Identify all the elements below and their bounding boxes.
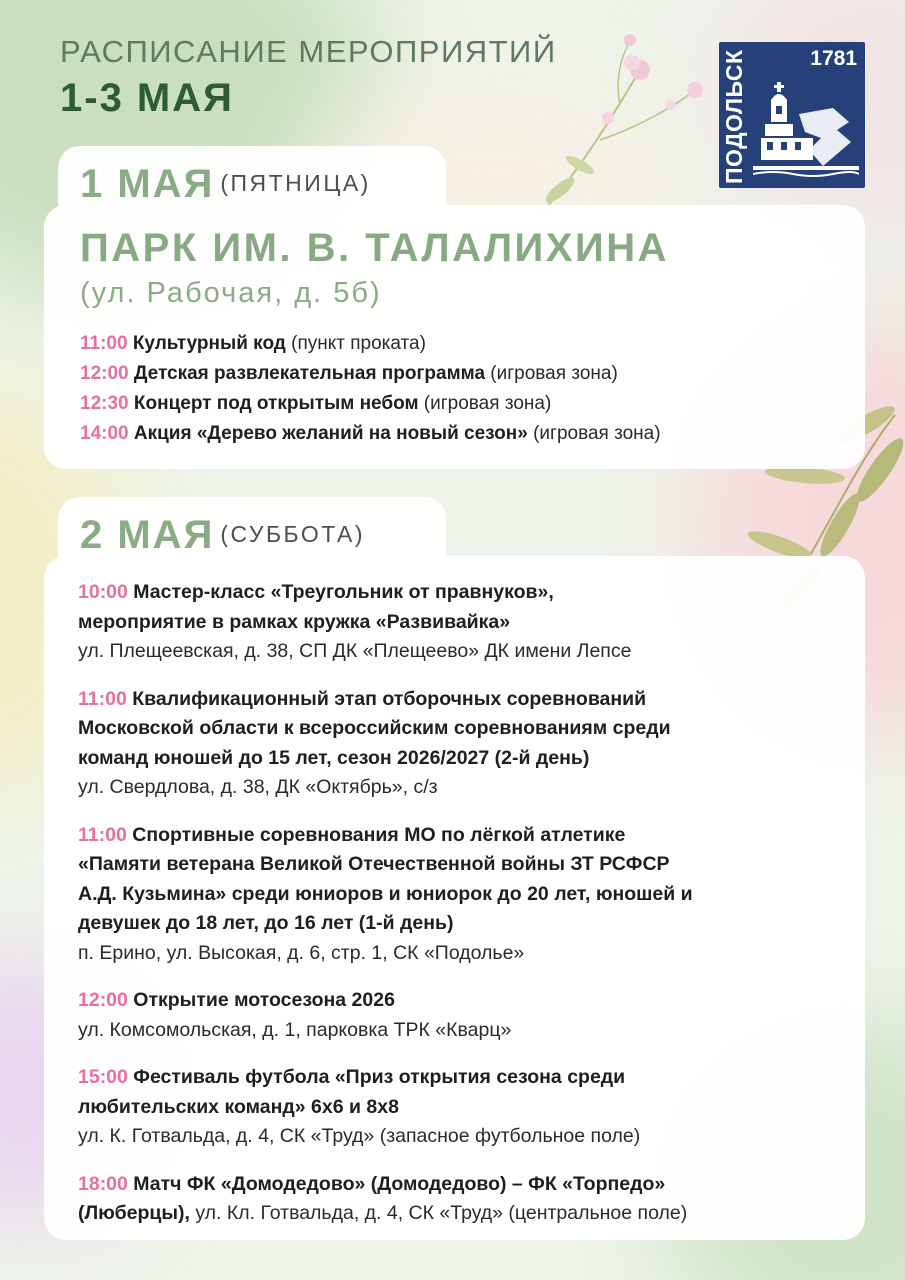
event-address: п. Ерино, ул. Высокая, д. 6, стр. 1, СК «Подолье» <box>78 941 525 964</box>
day2-heading <box>80 513 365 558</box>
event-place: (пункт проката) <box>291 333 426 354</box>
event-time: 11:00 <box>80 333 128 354</box>
event-title: мероприятие в рамках кружка «Развивайка» <box>78 610 511 633</box>
day1-event-list <box>80 329 661 449</box>
event-time: 14:00 <box>80 423 129 444</box>
event-title: (Люберцы), <box>78 1202 190 1224</box>
event-address: ул. Комсомольская, д. 1, парковка ТРК «Кварц» <box>78 1018 512 1041</box>
day2-weekday: (СУББОТА) <box>220 521 366 547</box>
event-title: девушек до 18 лет, до 16 лет (1-й день) <box>78 912 454 934</box>
event-title: «Памяти ветерана Великой Отечественной войны ЗТ РСФСР <box>78 853 670 875</box>
list-item <box>80 359 661 389</box>
event-title: Концерт под открытым небом <box>133 393 419 414</box>
event-time: 11:00 <box>78 687 127 710</box>
event-place: (игровая зона) <box>490 363 618 384</box>
event-title: Детская развлекательная программа <box>133 363 486 384</box>
schedule-title: 1-3 МАЯ <box>60 76 234 120</box>
event-time: 12:00 <box>78 989 128 1011</box>
event-time: 12:00 <box>80 363 129 384</box>
logo-city: ПОДОЛЬСК <box>721 49 747 184</box>
day1-date: 1 МАЯ <box>80 162 215 206</box>
event-title: Спортивные соревнования МО по лёгкой атлетике <box>132 823 626 846</box>
event-title: Матч ФК «Домодедово» (Домодедово) – ФК «Торпедо» <box>133 1172 666 1195</box>
list-item <box>80 389 661 419</box>
list-item <box>78 685 838 803</box>
day1-venue-address: (ул. Рабочая, д. 5б) <box>80 277 382 309</box>
event-place: (игровая зона) <box>533 423 661 444</box>
event-address: ул. Кл. Готвальда, д. 4, СК «Труд» (центральное поле) <box>195 1202 688 1224</box>
day2-event-list <box>78 578 838 1247</box>
list-item <box>80 419 661 449</box>
list-item <box>78 578 838 667</box>
podolsk-logo <box>719 42 865 188</box>
event-title: Акция «Дерево желаний на новый сезон» <box>133 423 528 444</box>
event-title: Открытие мотосезона 2026 <box>133 989 395 1011</box>
event-address: ул. Плещеевская, д. 38, СП ДК «Плещеево» ДК имени Лепсе <box>78 640 632 662</box>
list-item <box>78 1063 838 1152</box>
event-place: (игровая зона) <box>423 393 552 414</box>
event-time: 11:00 <box>78 823 127 846</box>
event-time: 18:00 <box>78 1172 128 1195</box>
event-title: Квалификационный этап отборочных соревнований <box>132 687 647 710</box>
event-title: Фестиваль футбола «Приз открытия сезона среди <box>133 1066 626 1088</box>
event-title: любительских команд» 6х6 и 8х8 <box>78 1095 399 1118</box>
list-item <box>78 986 838 1045</box>
schedule-subtitle: РАСПИСАНИЕ МЕРОПРИЯТИЙ <box>60 34 557 69</box>
event-time: 12:30 <box>80 393 129 414</box>
list-item <box>78 821 838 969</box>
list-item <box>80 329 661 359</box>
day1-weekday: (ПЯТНИЦА) <box>220 170 371 196</box>
event-address: ул. Свердлова, д. 38, ДК «Октябрь», с/з <box>78 776 438 798</box>
event-time: 10:00 <box>78 581 128 603</box>
event-title: команд юношей до 15 лет, сезон 2026/2027 (2-й день) <box>78 746 590 769</box>
day2-date: 2 МАЯ <box>80 513 215 557</box>
day1-venue: ПАРК ИМ. В. ТАЛАЛИХИНА <box>80 226 670 270</box>
event-title: Московской области к всероссийским соревнованиям среди <box>78 717 671 739</box>
logo-year: 1781 <box>810 47 857 70</box>
list-item <box>78 1170 838 1229</box>
podolsk-emblem-icon <box>753 74 859 182</box>
day1-heading <box>80 162 371 207</box>
event-title: Культурный код <box>132 333 286 354</box>
event-title: А.Д. Кузьмина» среди юниоров и юниорок до 20 лет, юношей и <box>78 882 693 905</box>
event-address: ул. К. Готвальда, д. 4, СК «Труд» (запасное футбольное поле) <box>78 1125 641 1147</box>
event-time: 15:00 <box>78 1066 128 1088</box>
event-title: Мастер-класс «Треугольник от правнуков», <box>133 581 554 603</box>
